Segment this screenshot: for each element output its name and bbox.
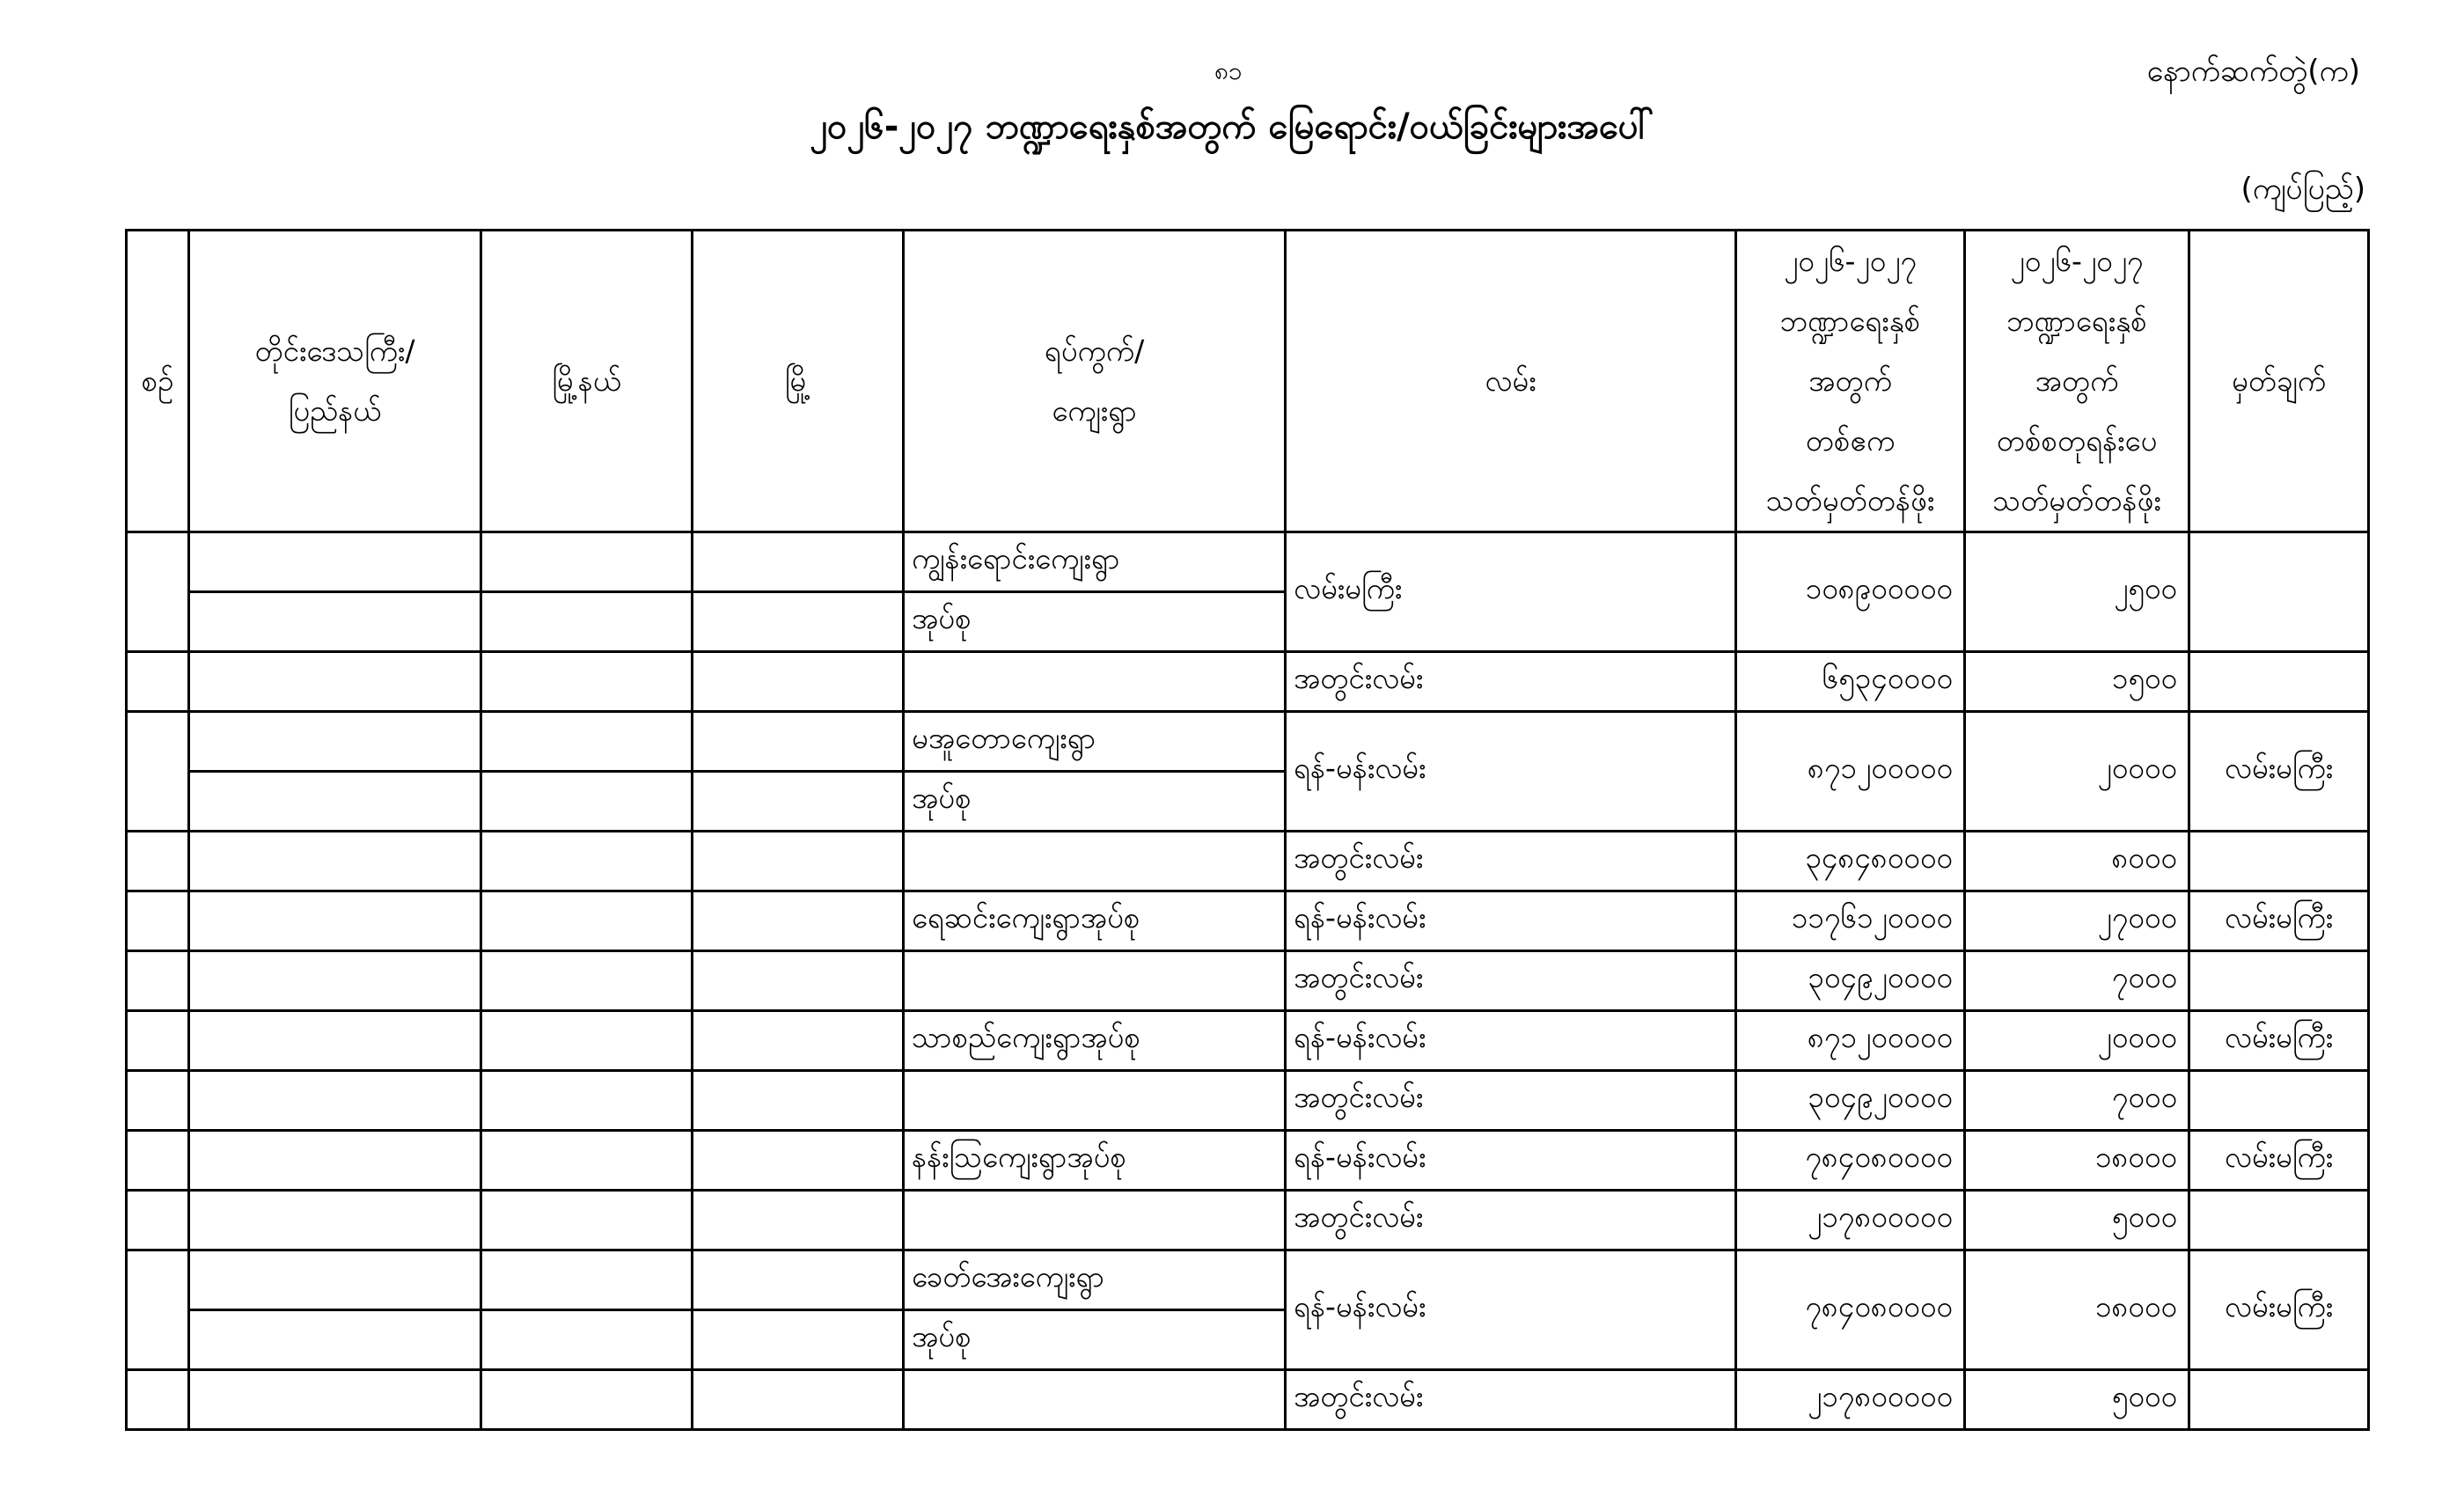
town-cell [693, 712, 904, 772]
remark-cell: လမ်းမကြီး [2189, 1250, 2369, 1370]
header-region [189, 231, 481, 532]
road-cell: အတွင်းလမ်း [1286, 951, 1736, 1011]
town-cell [693, 1370, 904, 1430]
road-cell: ရန်-မန်းလမ်း [1286, 1250, 1736, 1370]
township-cell [481, 1250, 693, 1310]
region-cell [189, 532, 481, 592]
ward-cell: အုပ်စု [904, 592, 1286, 652]
price-acre-cell: ၁၀၈၉၀၀၀၀၀ [1736, 532, 1965, 652]
township-cell [481, 951, 693, 1011]
ward-cell [904, 652, 1286, 712]
ward-cell: အုပ်စု [904, 772, 1286, 832]
header-price-sqft-line: အတွက် [2035, 363, 2119, 398]
township-cell [481, 1370, 693, 1430]
road-cell: ရန်-မန်းလမ်း [1286, 712, 1736, 832]
table-row [127, 1131, 2369, 1191]
price-sqft-cell: ၂၀၀၀၀ [1965, 712, 2189, 832]
region-cell [189, 832, 481, 891]
remark-cell [2189, 532, 2369, 652]
road-cell: ရန်-မန်းလမ်း [1286, 1131, 1736, 1191]
town-cell [693, 772, 904, 832]
header-remark: မှတ်ချက် [2189, 231, 2369, 532]
region-cell [189, 592, 481, 652]
price-acre-cell: ၈၇၁၂၀၀၀၀၀ [1736, 1011, 1965, 1071]
header-price-acre-line: သတ်မှတ်တန်ဖိုး [1765, 483, 1935, 517]
price-sqft-cell: ၁၈၀၀၀ [1965, 1250, 2189, 1370]
price-acre-cell: ၈၇၁၂၀၀၀၀၀ [1736, 712, 1965, 832]
township-cell [481, 1191, 693, 1250]
ward-cell: ရေဆင်းကျေးရွာအုပ်စု [904, 891, 1286, 951]
region-cell [189, 1071, 481, 1131]
header-price-sqft-line: ၂၀၂၆-၂၀၂၇ [2010, 244, 2144, 278]
serial-cell [127, 1011, 189, 1071]
header-price-sqft [1965, 231, 2189, 532]
page-number: ၈၁ [1214, 56, 1243, 85]
header-price-acre-line: ဘဏ္ဍာရေးနှစ် [1779, 304, 1921, 338]
header-ward [904, 231, 1286, 532]
price-acre-cell: ၂၁၇၈၀၀၀၀၀ [1736, 1191, 1965, 1250]
remark-cell [2189, 652, 2369, 712]
price-sqft-cell: ၂၇၀၀၀ [1965, 891, 2189, 951]
unit-label: (ကျပ်ပြည့်) [2240, 172, 2365, 207]
header-ward-line: ကျေးရွာ [1052, 393, 1137, 428]
header-price-acre-line: အတွက် [1808, 363, 1892, 398]
header-price-sqft-line: ဘဏ္ဍာရေးနှစ် [2006, 304, 2147, 338]
town-cell [693, 951, 904, 1011]
region-cell [189, 1191, 481, 1250]
town-cell [693, 1191, 904, 1250]
town-cell [693, 891, 904, 951]
serial-cell [127, 1370, 189, 1430]
town-cell [693, 1011, 904, 1071]
region-cell [189, 891, 481, 951]
header-price-acre [1736, 231, 1965, 532]
header-price-acre-line: ၂၀၂၆-၂၀၂၇ [1784, 244, 1917, 278]
ward-cell [904, 951, 1286, 1011]
serial-cell [127, 891, 189, 951]
header-price-sqft-line: သတ်မှတ်တန်ဖိုး [1992, 483, 2161, 517]
remark-cell: လမ်းမကြီး [2189, 1011, 2369, 1071]
remark-cell [2189, 1370, 2369, 1430]
price-sqft-cell: ၁၈၀၀၀ [1965, 1131, 2189, 1191]
region-cell [189, 1310, 481, 1370]
township-cell [481, 652, 693, 712]
road-cell: ရန်-မန်းလမ်း [1286, 891, 1736, 951]
header-price-sqft-line: တစ်စတုရန်းပေ [1996, 423, 2158, 458]
table-row [127, 1071, 2369, 1131]
land-value-table [125, 229, 2370, 1431]
price-sqft-cell: ၅၀၀၀ [1965, 1191, 2189, 1250]
remark-cell [2189, 1071, 2369, 1131]
township-cell [481, 772, 693, 832]
header-town: မြို့ [693, 231, 904, 532]
road-cell: အတွင်းလမ်း [1286, 1191, 1736, 1250]
road-cell: အတွင်းလမ်း [1286, 832, 1736, 891]
region-cell [189, 951, 481, 1011]
serial-cell [127, 652, 189, 712]
table-row [127, 1011, 2369, 1071]
township-cell [481, 832, 693, 891]
header-serial: စဉ် [127, 231, 189, 532]
ward-cell: ကျွန်းရောင်းကျေးရွာ [904, 532, 1286, 592]
serial-cell [127, 951, 189, 1011]
ward-cell [904, 1191, 1286, 1250]
remark-cell [2189, 951, 2369, 1011]
township-cell [481, 1071, 693, 1131]
town-cell [693, 532, 904, 592]
road-cell: အတွင်းလမ်း [1286, 652, 1736, 712]
table-header-row [127, 231, 2369, 532]
table-row [127, 1370, 2369, 1430]
price-acre-cell: ၇၈၄၀၈၀၀၀၀ [1736, 1250, 1965, 1370]
region-cell [189, 1370, 481, 1430]
township-cell [481, 712, 693, 772]
header-region-line: ပြည်နယ် [288, 393, 382, 428]
serial-cell [127, 712, 189, 832]
serial-cell [127, 1250, 189, 1370]
remark-cell [2189, 832, 2369, 891]
township-cell [481, 592, 693, 652]
price-acre-cell: ၆၅၃၄၀၀၀၀ [1736, 652, 1965, 712]
region-cell [189, 1250, 481, 1310]
price-sqft-cell: ၂၀၀၀၀ [1965, 1011, 2189, 1071]
township-cell [481, 1310, 693, 1370]
township-cell [481, 1131, 693, 1191]
appendix-label: နောက်ဆက်တွဲ(က) [2146, 54, 2360, 89]
remark-cell: လမ်းမကြီး [2189, 891, 2369, 951]
town-cell [693, 1071, 904, 1131]
table-row [127, 1250, 2369, 1310]
ward-cell [904, 832, 1286, 891]
header-region-line: တိုင်းဒေသကြီး/ [254, 334, 415, 368]
table-row [127, 951, 2369, 1011]
region-cell [189, 772, 481, 832]
serial-cell [127, 532, 189, 652]
township-cell [481, 891, 693, 951]
header-ward-line: ရပ်ကွက်/ [1044, 334, 1145, 368]
region-cell [189, 1131, 481, 1191]
region-cell [189, 1011, 481, 1071]
table-row [127, 832, 2369, 891]
price-acre-cell: ၁၁၇၆၁၂၀၀၀၀ [1736, 891, 1965, 951]
header-road: လမ်း [1286, 231, 1736, 532]
serial-cell [127, 832, 189, 891]
town-cell [693, 652, 904, 712]
township-cell [481, 532, 693, 592]
price-sqft-cell: ၇၀၀၀ [1965, 951, 2189, 1011]
ward-cell: နန်းသြကျေးရွာအုပ်စု [904, 1131, 1286, 1191]
document-title: ၂၀၂၆-၂၀၂၇ ဘဏ္ဍာရေးနှစ်အတွက် မြေရောင်း/ဝယ်ခြင်းများအပေါ် [810, 106, 1654, 147]
remark-cell [2189, 1191, 2369, 1250]
town-cell [693, 1250, 904, 1310]
price-acre-cell: ၇၈၄၀၈၀၀၀၀ [1736, 1131, 1965, 1191]
township-cell [481, 1011, 693, 1071]
price-acre-cell: ၃၄၈၄၈၀၀၀၀ [1736, 832, 1965, 891]
ward-cell: ခေတ်အေးကျေးရွာ [904, 1250, 1286, 1310]
road-cell: ရန်-မန်းလမ်း [1286, 1011, 1736, 1071]
table-row [127, 1191, 2369, 1250]
ward-cell: အုပ်စု [904, 1310, 1286, 1370]
price-sqft-cell: ၇၀၀၀ [1965, 1071, 2189, 1131]
table-row [127, 652, 2369, 712]
town-cell [693, 832, 904, 891]
price-sqft-cell: ၁၅၀၀ [1965, 652, 2189, 712]
price-acre-cell: ၃၀၄၉၂၀၀၀၀ [1736, 951, 1965, 1011]
table-row [127, 891, 2369, 951]
remark-cell: လမ်းမကြီး [2189, 1131, 2369, 1191]
ward-cell [904, 1370, 1286, 1430]
remark-cell: လမ်းမကြီး [2189, 712, 2369, 832]
ward-cell: မအူတောကျေးရွာ [904, 712, 1286, 772]
road-cell: အတွင်းလမ်း [1286, 1370, 1736, 1430]
region-cell [189, 712, 481, 772]
table-body [127, 532, 2369, 1430]
town-cell [693, 1310, 904, 1370]
table-row [127, 712, 2369, 772]
ward-cell [904, 1071, 1286, 1131]
serial-cell [127, 1191, 189, 1250]
table-row [127, 532, 2369, 592]
price-sqft-cell: ၈၀၀၀ [1965, 832, 2189, 891]
price-acre-cell: ၃၀၄၉၂၀၀၀၀ [1736, 1071, 1965, 1131]
header-price-acre-line: တစ်ဧက [1805, 423, 1896, 458]
road-cell: အတွင်းလမ်း [1286, 1071, 1736, 1131]
road-cell: လမ်းမကြီး [1286, 532, 1736, 652]
price-sqft-cell: ၅၀၀၀ [1965, 1370, 2189, 1430]
price-sqft-cell: ၂၅၀၀ [1965, 532, 2189, 652]
header-township: မြို့နယ် [481, 231, 693, 532]
ward-cell: သာစည်ကျေးရွာအုပ်စု [904, 1011, 1286, 1071]
serial-cell [127, 1071, 189, 1131]
region-cell [189, 652, 481, 712]
price-acre-cell: ၂၁၇၈၀၀၀၀၀ [1736, 1370, 1965, 1430]
town-cell [693, 1131, 904, 1191]
town-cell [693, 592, 904, 652]
serial-cell [127, 1131, 189, 1191]
